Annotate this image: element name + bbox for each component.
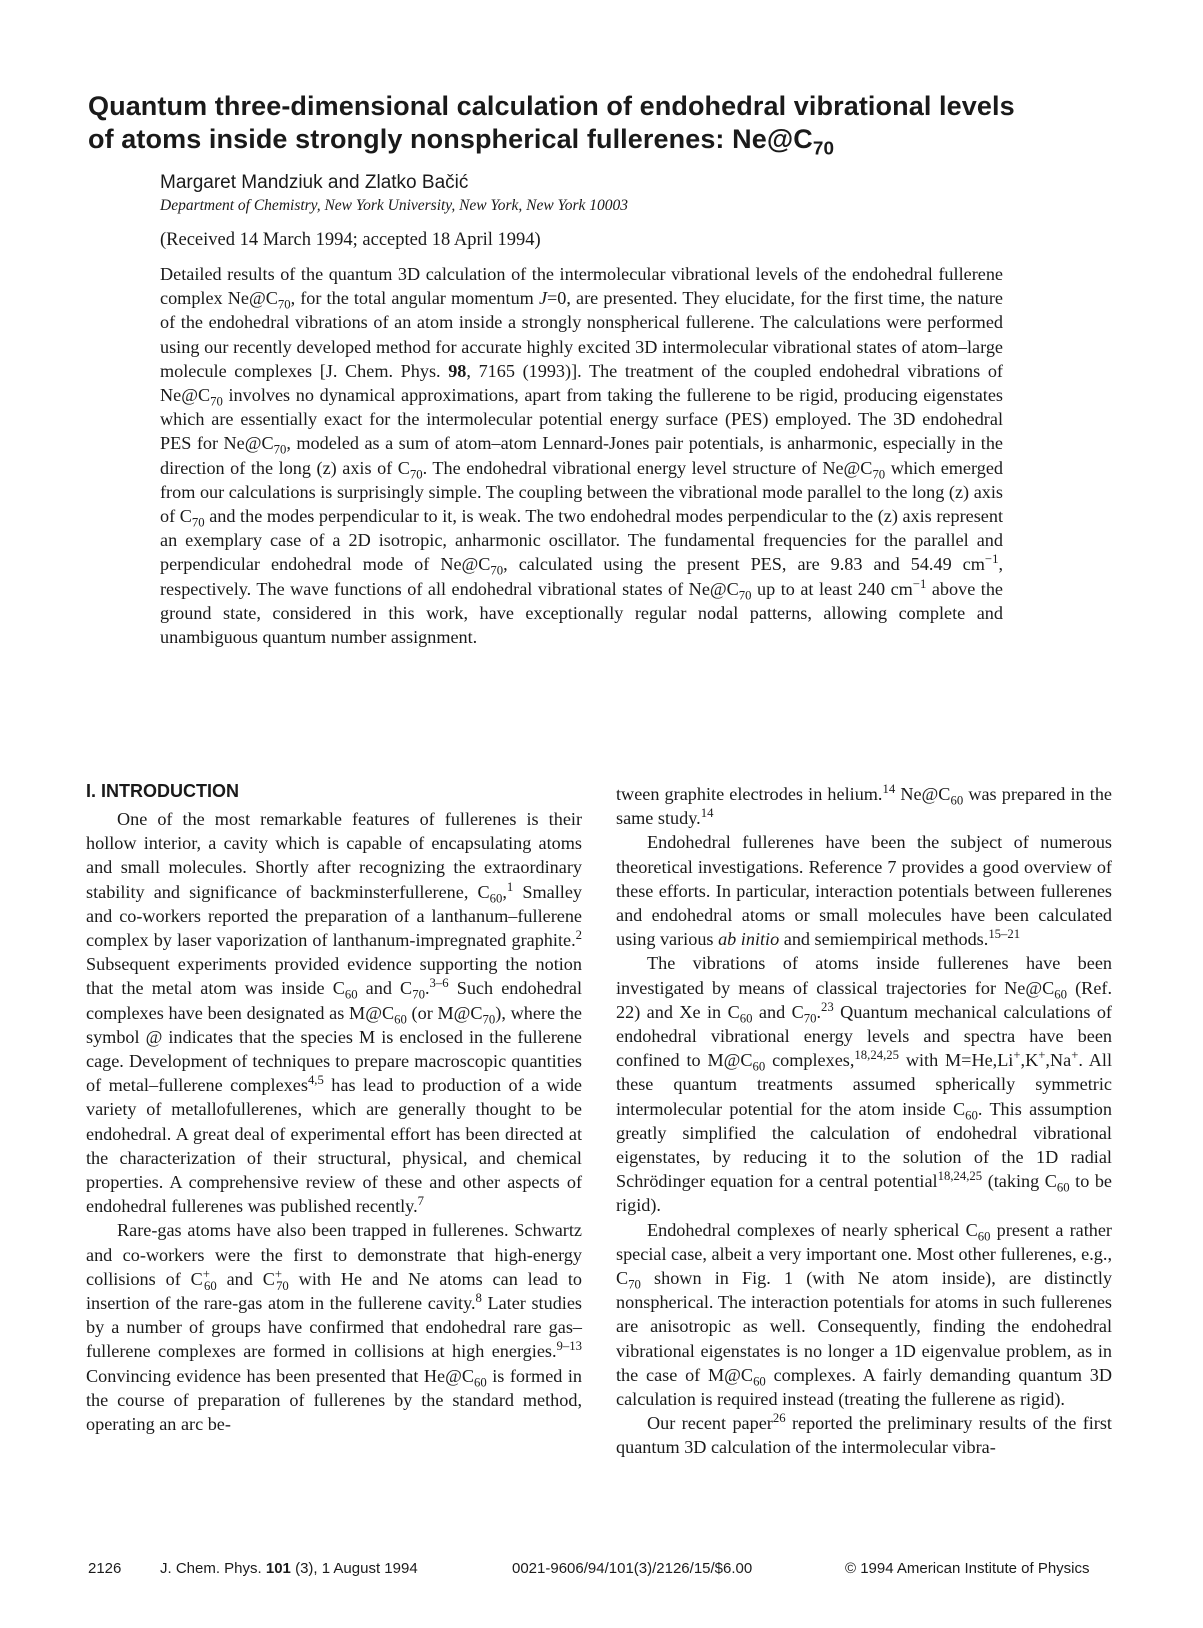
- intro-paragraph-1: One of the most remarkable features of fullerenes is their hollow interior, a cavity which is capable of encapsulating atoms and small molecules. Shortly after recognizing the extraordinary stability and significance of backminsterfullerene, $C_{60},^1$ Smalley and co-workers reported the preparation of a lanthanum–fullerene complex by laser vaporization of lanthanum-impregnated graphite.$^2$ Subsequent experiments provided evidence supporting the notion that the metal atom was inside $C_{60}$ and $C_{70}.^{3-6}$ Such endohedral complexes have been designated as $M@C_{60}$ (or $M@C_{70}$), where the symbol @ indicates that the species M is enclosed in the fullerene cage. Development of techniques to prepare macroscopic quantities of metal–fullerene complexes$^{4,5}$ has lead to production of a wide variety of metallofullerenes, which are generally thought to be endohedral. A great deal of experimental effort has been directed at the characterization of their structural, physical, and chemical properties. A comprehensive review of these and other aspects of endohedral fullerenes was published recently.$^7$: [86, 809, 583, 1217]
- copyright: © 1994 American Institute of Physics: [845, 1560, 1090, 1577]
- intro-paragraph-continued: tween graphite electrodes in helium.$^{14}$ $Ne@C_{60}$ was prepared in the same study.$^{14}$: [616, 781, 1112, 829]
- intro-paragraph-4: The vibrations of atoms inside fullerenes have been investigated by means of classical trajectories for $Ne@C_{60}$ (Ref. 22) and Xe in $C_{60}$ and $C_{70}.^{23}$ Quantum mechanical calculations of endohedral vibrational energy levels and spectra have been confined to $M@C_{60}$ complexes,$^{18,24,25}$ with M=He,Li+,K+,Na+. All these quantum treatments assumed spherically symmetric intermolecular potential for the atom inside $C_{60}$. This assumption greatly simplified the calculation of endohedral vibrational eigenstates, by reducing it to the solution of the 1D radial Schrödinger equation for a central potential$^{18,24,25}$ (taking $C_{60}$ to be rigid).: [616, 953, 1112, 1216]
- title-subscript: 70: [812, 138, 835, 160]
- intro-paragraph-3: Endohedral fullerenes have been the subject of numerous theoretical investigations. Reference 7 provides a good overview of these efforts. In particular, interaction potentials between fullerenes and endohedral atoms or small molecules have been calculated using various ab initio and semiempirical methods.$^{15-21}$: [616, 832, 1112, 950]
- abstract: Detailed results of the quantum 3D calculation of the intermolecular vibrational levels of the endohedral fullerene complex $Ne@C_{70}$, for the total angular momentum J=0, are presented. They elucidate, for the first time, the nature of the endohedral vibrations of an atom inside a strongly nonspherical fullerene. The calculations were performed using our recently developed method for accurate highly excited 3D intermolecular vibrational states of atom–large molecule complexes [J. Chem. Phys. 98, 7165 (1993)]. The treatment of the coupled endohedral vibrations of $Ne@C_{70}$ involves no dynamical approximations, apart from taking the fullerene to be rigid, producing eigenstates which are essentially exact for the intermolecular potential energy surface (PES) employed. The 3D endohedral PES for $Ne@C_{70}$, modeled as a sum of atom–atom Lennard-Jones pair potentials, is anharmonic, especially in the direction of the long (z) axis of $C_{70}$. The endohedral vibrational energy level structure of $Ne@C_{70}$ which emerged from our calculations is surprisingly simple. The coupling between the vibrational mode parallel to the long (z) axis of $C_{70}$ and the modes perpendicular to it, is weak. The two endohedral modes perpendicular to the (z) axis represent an exemplary case of a 2D isotropic, anharmonic oscillator. The fundamental frequencies for the parallel and perpendicular endohedral mode of $Ne@C_{70}$, calculated using the present PES, are 9.83 and 54.49 $cm^{-1}$, respectively. The wave functions of all endohedral vibrational states of $Ne@C_{70}$ up to at least 240 $cm^{-1}$ above the ground state, considered in this work, have exceptionally regular nodal patterns, allowing complete and unambiguous quantum number assignment.: [160, 264, 1004, 648]
- title-line-2: of atoms inside strongly nonspherical fullerenes: Ne@C: [88, 124, 813, 154]
- section-heading: I. INTRODUCTION: [86, 781, 239, 801]
- title-line-1: Quantum three-dimensional calculation of endohedral vibrational levels: [88, 91, 1015, 121]
- received-dates: (Received 14 March 1994; accepted 18 April 1994): [160, 230, 541, 250]
- affiliation: Department of Chemistry, New York University, New York, New York 10003: [160, 197, 629, 214]
- paper-title: [88, 90, 1148, 160]
- intro-paragraph-2: Rare-gas atoms have also been trapped in fullerenes. Schwartz and co-workers were the first to demonstrate that high-energy collisions of $C^+_{60}$ and $C^+_{70}$ with He and Ne atoms can lead to insertion of the rare-gas atom in the fullerene cavity.$^8$ Later studies by a number of groups have confirmed that endohedral rare gas–fullerene complexes are formed in collisions at high energies.$^{9-13}$ Convincing evidence has been presented that $He@C_{60}$ is formed in the course of preparation of fullerenes by the standard method, operating an arc be-: [86, 1220, 582, 1435]
- page-number: 2126: [88, 1560, 122, 1577]
- right-column: [616, 782, 1112, 1460]
- journal-citation: J. Chem. Phys. 101 (3), 1 August 1994: [160, 1560, 418, 1577]
- authors: Margaret Mandziuk and Zlatko Bačić: [160, 172, 469, 193]
- intro-paragraph-6: Our recent paper$^{26}$ reported the preliminary results of the first quantum 3D calculation of the intermolecular vibra-: [616, 1411, 1112, 1458]
- left-column: [86, 807, 582, 1436]
- article-code: 0021-9606/94/101(3)/2126/15/$6.00: [512, 1560, 753, 1577]
- intro-paragraph-5: Endohedral complexes of nearly spherical $C_{60}$ present a rather special case, albeit a very important one. Most other fullerenes, e.g., $C_{70}$ shown in Fig. 1 (with Ne atom inside), are distinctly nonspherical. The interaction potentials for atoms in such fullerenes are anisotropic as well. Consequently, finding the endohedral vibrational eigenstates is no longer a 1D eigenvalue problem, as in the case of $M@C_{60}$ complexes. A fairly demanding quantum 3D calculation is required instead (treating the fullerene as rigid).: [616, 1219, 1112, 1410]
